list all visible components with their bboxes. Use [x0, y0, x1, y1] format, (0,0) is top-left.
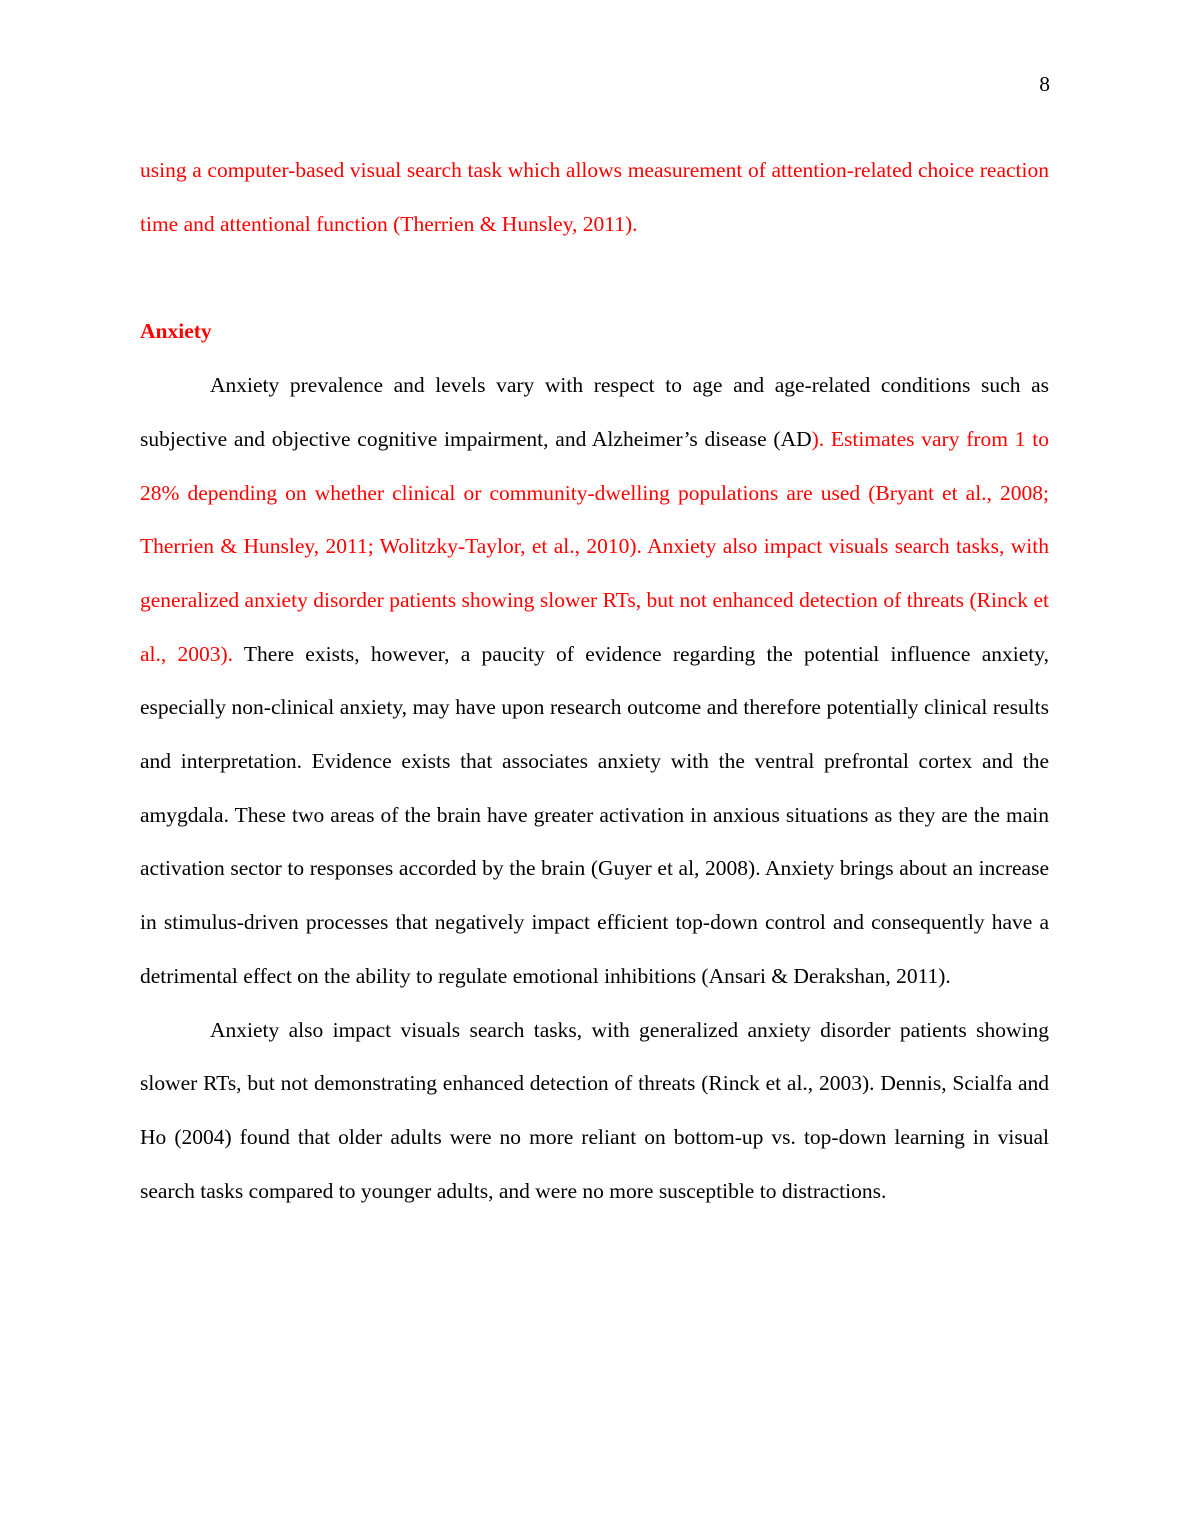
section-heading: Anxiety [140, 319, 212, 344]
anxiety-paragraph-2 [140, 1004, 1049, 1219]
section-spacer [140, 251, 1049, 305]
document-body [140, 144, 1049, 1218]
body-text: Anxiety prevalence and levels vary with respect to age and age-related conditions such as subjective and objective cognitive impairment, and Alzheimer’s disease (AD [140, 373, 1049, 451]
anxiety-paragraph-1 [140, 359, 1049, 1003]
revised-text: using a computer-based visual search task which allows measurement of attention-related choice reaction time and attentional function (Therrien & Hunsley, 2011). [140, 158, 1049, 236]
revised-text: ). Estimates vary from 1 to 28% depending on whether clinical or community-dwelling populations are used (Bryant et al., 2008; Therrien & Hunsley, 2011; Wolitzky-Taylor, et al., 2010). Anxiety also impact visuals search tasks, with generalized anxiety disorder patients showing slower RTs, but not enhanced detection of threats (Rinck et al., 2003). [140, 426, 1050, 666]
continued-paragraph [140, 144, 1049, 251]
body-text: Anxiety also impact visuals search tasks, with generalized anxiety disorder patients showing slower RTs, but not demonstrating enhanced detection of threats (Rinck et al., 2003). Dennis, Scialfa and Ho (2004) found that older adults were no more reliant on bottom-up vs. top-down learning in visual search tasks compared to younger adults, and were no more susceptible to distractions. [140, 1017, 1049, 1203]
body-text: There exists, however, a paucity of evidence regarding the potential influence anxiety, especially non-clinical anxiety, may have upon research outcome and therefore potentially clinical results and interpretation. Evidence exists that associates anxiety with the ventral prefrontal cortex and the amygdala. These two areas of the brain have greater activation in anxious situations as they are the main activation sector to responses accorded by the brain (Guyer et al, 2008). Anxiety brings about an increase in stimulus-driven processes that negatively impact efficient top-down control and consequently have a detrimental effect on the ability to regulate emotional inhibitions (Ansari & Derakshan, 2011). [140, 641, 1049, 988]
page-number: 8 [1039, 72, 1050, 96]
